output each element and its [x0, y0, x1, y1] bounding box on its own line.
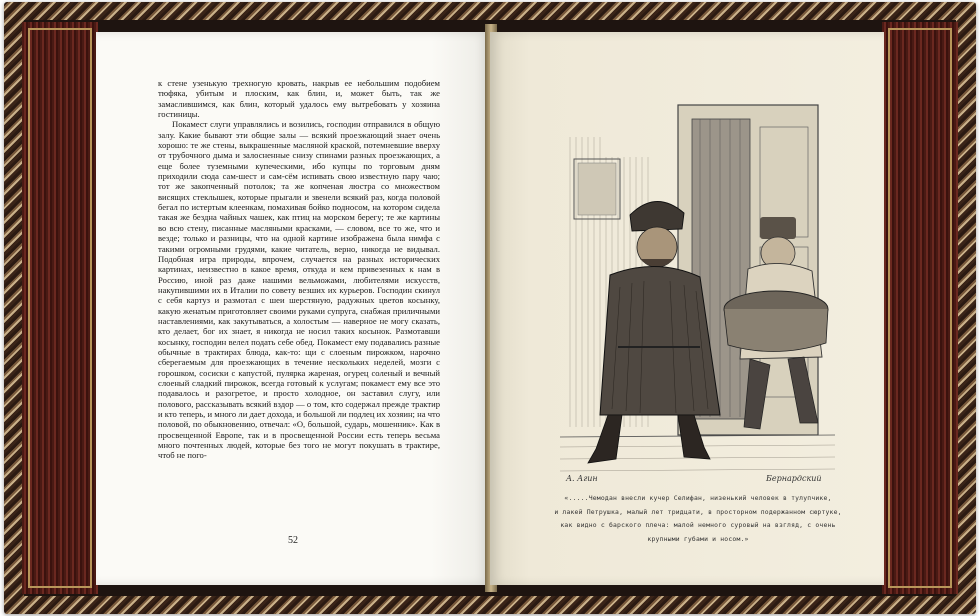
paragraph: Покамест слуги управлялись и возились, господин отправился в общую залу. Какие бывают эти общие залы — всякий проезжающий знает очень хорошо: те же стены, выкрашенные масляной краской, потемневшие вверху от трубочного дыма и залосненные снизу спинами разных проезжающих, а еще более туземными купеческими, ибо купцы по торговым дням приходили сюда сам-шест и сам-сём испивать свою известную пару чаю; тот же закопченный потолок; та же копченая люстра со множеством висящих стеклышек, которые прыгали и звенели всякий раз, когда половой бегал по истертым клеенкам, помахивая бойко подносом, на котором сидела такая же бездна чайных чашек, как птиц на морском берегу; те же картины во всю стену, писанные масляными красками, — словом, все то же, что и везде; только и разницы, что на одной картине изображена была нимфа с такими огромными грудями, какие читатель, верно, никогда не видывал. Подобная игра природы, впрочем, случается на разных исторических картинах, неизвестно в какое время, откуда и кем привезенных к нам в Россию, иной раз даже нашими вельможами, любителями искусств, накупившими их в Италии по совету везших их курьеров. Господин скинул с себя картуз и размотал с шеи шерстяную, радужных цветов косынку, какую женатым приготовляет своими руками супруга, снабжая приличными наставлениями, как закутываться, а холостым — наверное не могу сказать, кто делает, бог их знает, я никогда не носил таких косынок. Размотавши косынку, господин велел подать себе обед. Покамест ему подавались разные обычные в трактирах блюда, как-то: щи с слоеным пирожком, нарочно сберегаемым для проезжающих в течение нескольких неделей, мозги с горошком, сосиски с капустой, пулярка жареная, огурец соленый и вечный слоеный сладкий пирожок, всегда готовый к услугам; покамест ему все это подавалось и разогретое, и просто холодное, он заставил слугу, или полового, рассказывать всякий вздор — о том, кто содержал прежде трактир и кто теперь, и много ли дает дохода, и большой ли подлец их хозяин; на что половой, по обыкновению, отвечал: «О, большой, сударь, мошенник». Как в просвещенной Европе, так и в просвещенной России есть теперь весьма много почтенных людей, которые без того не могут покушать в трактире, чтоб не пого-	[158, 119, 440, 461]
page-number: 52	[288, 535, 298, 546]
illustration-caption	[552, 492, 844, 546]
engraving-illustration	[560, 97, 835, 487]
caption-line: как видно с барского плеча: малой немного суровый на взгляд, с очень	[560, 521, 836, 529]
paragraph: к стене узенькую трехногую кровать, накрыв ее небольшим подобием тюфяка, убитым и плоским, как блин, и, может быть, так же замаслившимся, как блин, который удалось ему вытребовать у хозяина гостиницы.	[158, 78, 440, 120]
right-page	[490, 32, 884, 585]
illustrator-signature: А. Агин	[566, 474, 598, 483]
left-page	[96, 32, 490, 585]
caption-line: «.....Чемодан внесли кучер Селифан, низенький человек в тулупчике,	[564, 494, 832, 502]
engraver-signature: Бернардский	[766, 474, 822, 483]
caption-line: крупными губами и носом.»	[647, 534, 749, 543]
leather-edge-right	[882, 22, 958, 594]
leather-edge-left	[22, 22, 98, 594]
caption-line: и лакей Петрушка, малый лет тридцати, в просторном подержанном сюртуке,	[554, 507, 842, 516]
body-text	[158, 78, 440, 461]
